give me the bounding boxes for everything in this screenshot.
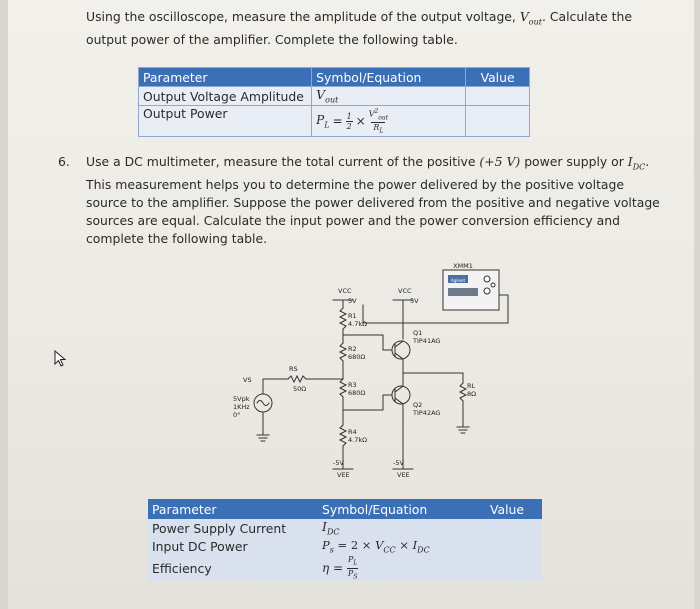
header-parameter: Parameter: [148, 499, 318, 519]
multimeter-brand: Agilent: [450, 278, 466, 283]
table-row: [139, 87, 530, 106]
vs-amplitude: 5Vpk: [233, 395, 250, 403]
q1-part: TIP41AG: [413, 337, 441, 345]
value-cell[interactable]: [466, 87, 530, 106]
header-parameter: Parameter: [139, 68, 312, 87]
multimeter-label: XMM1: [453, 262, 473, 270]
vout-symbol: $V_{out}$: [519, 9, 542, 27]
document-page: [8, 0, 694, 609]
idc-symbol: $I_{DC}$: [627, 154, 646, 172]
vee2-value: -5V: [393, 459, 404, 467]
vee2-label: VEE: [397, 471, 410, 479]
amplifier-schematic: [223, 255, 513, 490]
row-equation: η = $\frac{P_L}{P_S}$: [318, 555, 472, 581]
value-cell[interactable]: [472, 555, 542, 581]
rl-value: 8Ω: [467, 390, 477, 398]
question6-paragraph: Use a DC multimeter, measure the total current of the positive (+5 V) power supply or $I_{DC}$. This measurement helps you to determine the power delivered by the positive voltage source to the amplifier. Suppose the power delivered from the positive and negative voltage sources are equal. Calculate the input power and the power conversion efficiency and complete the following table.: [86, 154, 660, 247]
mouse-pointer-icon: [54, 350, 68, 368]
rs-label: RS: [289, 365, 298, 373]
question-number: 6.: [58, 154, 70, 169]
value-cell[interactable]: [472, 519, 542, 537]
vs-frequency: 1KHz: [233, 403, 250, 411]
table-header-row: [139, 68, 530, 87]
header-value: Value: [466, 68, 530, 87]
rl-label: RL: [467, 382, 476, 390]
row-parameter: Efficiency: [148, 555, 318, 581]
r1-label: R1: [348, 312, 357, 320]
intro-text-b: . Calculate the output power of the amplifier. Complete the following table.: [86, 9, 632, 48]
row-parameter: Output Power: [139, 106, 312, 137]
row-parameter: Power Supply Current: [148, 519, 318, 537]
r2-label: R2: [348, 345, 357, 353]
row-equation: $V_{out}$: [312, 87, 466, 106]
row-parameter: Input DC Power: [148, 537, 318, 555]
value-cell[interactable]: [472, 537, 542, 555]
table-row: [139, 106, 530, 137]
header-value: Value: [472, 499, 542, 519]
vcc2-value: 5V: [410, 297, 419, 305]
table-row: [148, 537, 542, 555]
vs-phase: 0°: [233, 411, 241, 419]
header-symbol: Symbol/Equation: [318, 499, 472, 519]
q2-label: Q2: [413, 401, 423, 409]
intro-paragraph: [86, 8, 646, 49]
table-header-row: [148, 499, 542, 519]
header-symbol: Symbol/Equation: [312, 68, 466, 87]
r1-value: 4.7kΩ: [348, 320, 368, 328]
row-parameter: Output Voltage Amplitude: [139, 87, 312, 106]
vcc1-label: VCC: [338, 287, 352, 295]
table-row: [148, 519, 542, 537]
r4-label: R4: [348, 428, 357, 436]
vee1-value: -5V: [333, 459, 344, 467]
q2-part: TIP42AG: [413, 409, 441, 417]
row-equation: $P_s = 2 \times V_{CC} \times I_{DC}$: [318, 537, 472, 555]
row-equation: $P_L$ = $\frac{1}{2}$ × $V^2_{out}$ $R_L$: [312, 106, 466, 137]
vcc2-label: VCC: [398, 287, 412, 295]
row-equation: $I_{DC}$: [318, 519, 472, 537]
r2-value: 680Ω: [348, 353, 366, 361]
r4-value: 4.7kΩ: [348, 436, 368, 444]
q1-label: Q1: [413, 329, 423, 337]
rs-value: 50Ω: [293, 385, 307, 393]
r3-value: 680Ω: [348, 389, 366, 397]
vee1-label: VEE: [337, 471, 350, 479]
table-row: [148, 555, 542, 581]
intro-text-a: Using the oscilloscope, measure the amplitude of the output voltage,: [86, 9, 520, 24]
vcc1-value: 5V: [348, 297, 357, 305]
output-table: [138, 67, 530, 137]
supply-voltage: (+5 V): [479, 154, 521, 169]
vs-label: VS: [243, 376, 252, 384]
value-cell[interactable]: [466, 106, 530, 137]
power-table: [148, 499, 542, 581]
r3-label: R3: [348, 381, 357, 389]
